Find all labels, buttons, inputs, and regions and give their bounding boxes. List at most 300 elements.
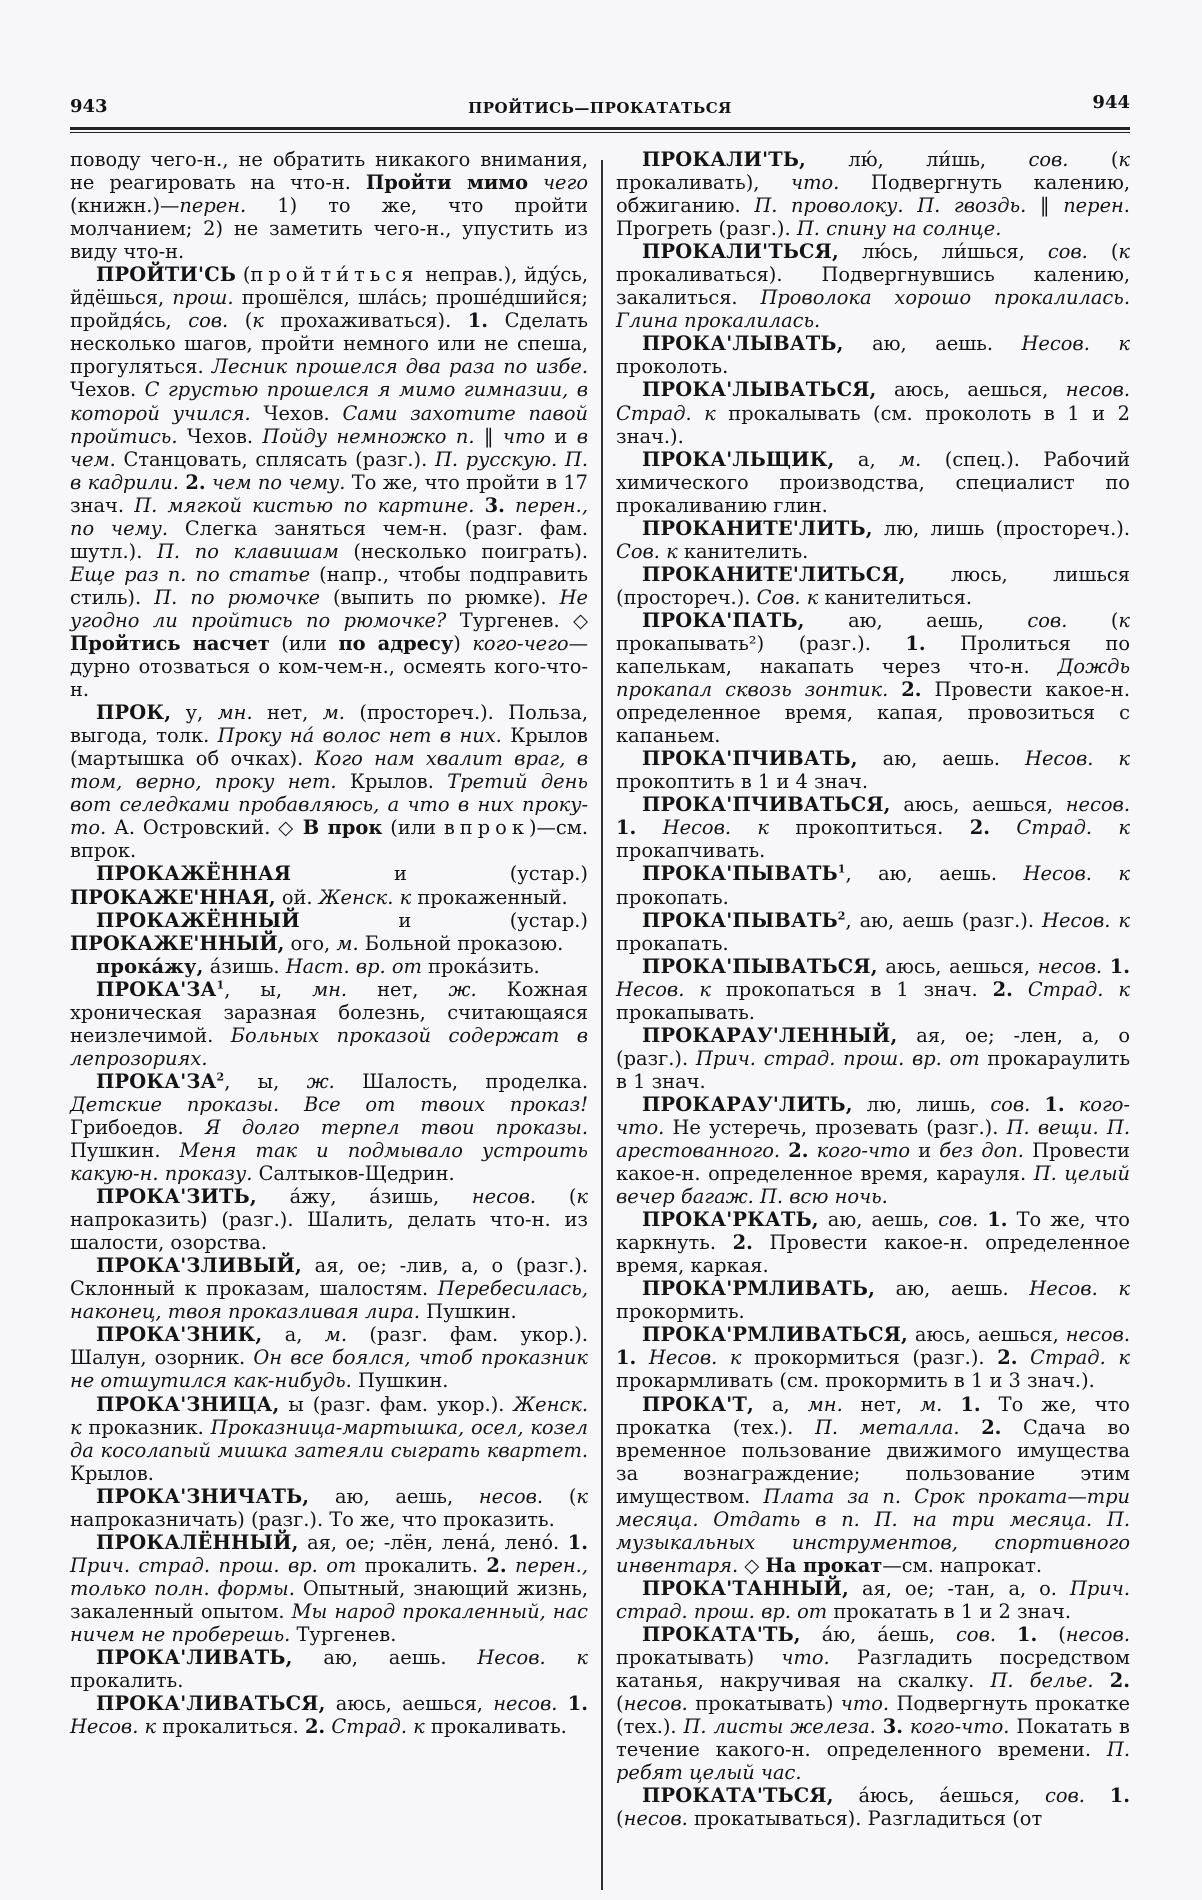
gram-label: сов. [1028, 148, 1069, 171]
entry-text: Крылов. [70, 1461, 154, 1485]
headword: ПРОКАНИТЕ'ЛИТЬ, [642, 516, 873, 540]
gram-label: Женск. [513, 1392, 588, 1416]
phrase: 1. [616, 816, 637, 840]
phrase: 1. [987, 1208, 1008, 1232]
phrase: 1. [567, 1530, 588, 1554]
gram-label: Больных проказой содержат в лепрозориях. [70, 1023, 588, 1070]
gram-label: мн. [312, 977, 348, 1001]
gram-label: Несов. к [1029, 1277, 1130, 1301]
entry-text: Тургенев. ◇ [446, 608, 588, 632]
headword: ПРОКАЖЁННЫЙ [96, 908, 300, 932]
entry-text: ( [236, 263, 251, 287]
entry-text [888, 678, 901, 701]
entry-text: ая, ое; -лен, а, о (разг.). [616, 1023, 1130, 1070]
entry-text: А. Островский. ◇ [106, 816, 303, 840]
phrase: 2. [304, 1715, 326, 1739]
dictionary-entry [70, 1531, 588, 1646]
entry-text: прокапать. [616, 931, 729, 955]
entry-text: ы (разг. фам. укор.). [279, 1392, 514, 1416]
entry-text: и [910, 1139, 940, 1163]
entry-text: (разг. фам. укор.). Шалун, озорник. [70, 1323, 589, 1370]
gram-label: несов. [471, 1185, 537, 1209]
entry-text: Шалость, проделка. [334, 1069, 588, 1093]
entry-text: и [545, 424, 577, 448]
entry-text: Опытный, знающий жизнь, закаленный опытом. [70, 1576, 588, 1623]
dictionary-entry [616, 517, 1130, 563]
gram-label: П. по клавишам [157, 539, 339, 563]
entry-text: Сделать несколько шагов, пройти немного или не спеша, прогуляться. [70, 309, 588, 379]
gram-label: Сов. к [756, 585, 819, 609]
entry-text: ( [228, 309, 253, 333]
entry-text: аю, аешь. [875, 1277, 1030, 1301]
phrase: 2. [992, 977, 1013, 1001]
entry-text: лю́сь, ли́шься, [838, 240, 1048, 264]
dictionary-entry [616, 1323, 1130, 1392]
gram-label: Проказница-мартышка, осел, козел да косолапый мишка затеяли сыграть квартет. [70, 1415, 588, 1462]
phrase: 3. [484, 493, 505, 517]
entry-text: лю, лишь (простореч.). [872, 516, 1130, 540]
gram-label: несов. [1065, 1623, 1130, 1646]
entry-text: неправ.), йду́сь, йдёшься, [70, 263, 588, 310]
entry-text: —дурно отозваться о ком-чем-н., осмеять кого-что-н. [70, 631, 588, 702]
entry-text: напроказить) (разг.). Шалить, делать что-н. из шалости, озорства. [70, 1208, 588, 1255]
phrase: ПРОКАЖЕ'ННАЯ, [70, 885, 276, 909]
gram-label: перен. [179, 194, 247, 218]
entry-text: (напр., чтобы подправить стиль). [70, 562, 588, 609]
entry-text: , ы, [224, 1069, 307, 1093]
headword: ПРОКА'ЗНИЧАТЬ, [96, 1484, 310, 1508]
headword: ПРОКА'ПЫВАТЬ [642, 862, 838, 886]
phrase: 1. [567, 1692, 588, 1716]
gram-label: Несов. к [477, 1646, 588, 1670]
dictionary-entry [70, 955, 588, 978]
left-column [70, 148, 588, 1738]
entry-text: прокапывать²) (разг.). [616, 631, 906, 655]
headword: ПРОКА'ЛЫВАТЬ, [642, 332, 844, 356]
entry-text: прокармливать (см. прокормить в 1 и 3 знач.). [616, 1369, 1095, 1393]
gram-label: сов. [1027, 608, 1068, 632]
entry-text [1030, 1093, 1044, 1116]
headword: ПРОКА'ПЫВАТЬ [642, 908, 838, 932]
dictionary-entry [616, 563, 1130, 609]
entry-text: аюсь, аешься, [325, 1692, 494, 1716]
entry-text: прокопаться в 1 знач. [710, 977, 993, 1001]
entry-text: Пушкин. [351, 1369, 449, 1393]
dictionary-entry [70, 1323, 588, 1392]
entry-text: канителиться. [818, 585, 973, 609]
entry-text: ‖ [474, 424, 503, 448]
entry-text: ( [1067, 608, 1119, 632]
entry-text: прокормить. [616, 1300, 745, 1324]
entry-text [1102, 955, 1110, 978]
entry-text [1017, 1346, 1030, 1369]
entry-text: прокаливаться). Подвергнувшись калению, закалиться. [616, 263, 1130, 310]
entry-text: а, [262, 1323, 325, 1347]
gram-label: ж. [306, 1069, 335, 1093]
phrase: 1. [1109, 954, 1130, 978]
gram-label: Прич. страд. прош. вр. от [695, 1046, 980, 1070]
entry-text: аюсь, аешься, [907, 1323, 1066, 1347]
entry-text: прокоптиться. [769, 816, 970, 840]
gram-label: что [502, 424, 546, 448]
gram-label: к [399, 885, 412, 909]
gram-label: что. [781, 1646, 830, 1670]
entry-text: аю, аешь, [309, 1484, 479, 1508]
gram-label: Наст. вр. от [285, 954, 422, 978]
right-page-number: 944 [1092, 92, 1130, 113]
entry-text: Прогреть (разг.). [616, 217, 797, 241]
gram-label: Перебесилась, наконец, твоя проказливая лира. [70, 1277, 588, 1324]
gram-label: м. [336, 931, 359, 955]
phrase: 1. [1016, 1623, 1038, 1646]
entry-text: а, [753, 1392, 808, 1416]
gram-label: П. ребят целый час. [616, 1738, 1130, 1785]
entry-text: прокаливать. [424, 1715, 567, 1739]
entry-text: аю, аешь. [292, 1646, 478, 1670]
dictionary-entry [70, 1393, 588, 1485]
phrase: 2. [486, 1553, 507, 1577]
gram-label: Плата за п. Срок проката—три месяца. Отдать в п. П. на три месяца. П. музыкальных инструментов, спортивного инвентаря. [616, 1484, 1130, 1577]
headword: ПРОКА'ЗНИК, [96, 1323, 263, 1347]
gram-label: Страд. к [1016, 816, 1130, 840]
gram-label: Несов. к [616, 977, 711, 1001]
entry-text: ( [1068, 148, 1119, 171]
headword: ПРОКА'ПЧИВАТЬ, [642, 747, 858, 771]
headword: ПРОКАРАУ'ЛЕННЫЙ, [642, 1023, 898, 1047]
dictionary-entry [70, 1185, 588, 1254]
phrase: 1. [616, 1346, 637, 1370]
entry-text: Тургенев. [290, 1623, 397, 1646]
dictionary-entry [70, 1070, 588, 1185]
homonym-number: 2 [837, 909, 846, 923]
gram-label: несов. [1037, 954, 1103, 978]
headword: ПРОКА'ЗЛИВЫЙ, [96, 1254, 302, 1278]
phrase: Пройти мимо [365, 171, 529, 195]
entry-text [942, 1393, 960, 1416]
entry-text: Не устеречь, прозевать (разг.). [664, 1115, 1007, 1139]
entry-text: Чехов. [70, 378, 145, 402]
entry-text: Чехов. [250, 401, 343, 425]
gram-label: сов. [956, 1623, 997, 1646]
gram-label: П. русскую. П. в кадрили. [70, 447, 588, 494]
homonym-number: 1 [837, 862, 846, 876]
dictionary-entry [616, 1784, 1130, 1830]
gram-label: Он все боялся, чтоб проказник не отшутился как-нибудь. [70, 1346, 588, 1393]
header-rule-thin [70, 132, 1130, 133]
entry-text: ая, ое; -тан, а, о. [849, 1576, 1070, 1600]
headword: ПРОКА'РМЛИВАТЬ, [642, 1277, 876, 1301]
entry-text [557, 1692, 567, 1715]
dictionary-entry [616, 332, 1130, 378]
gram-label: кого-что. [616, 1092, 1130, 1139]
entry-text: а́юсь, а́ешься, [833, 1784, 1045, 1808]
entry-text: Крылов. [336, 770, 448, 794]
entry-text [780, 1139, 788, 1162]
dictionary-entry [616, 378, 1130, 447]
headword: прока́жу, [96, 954, 204, 978]
entry-text: То же, что каркнуть. [616, 1208, 1130, 1255]
phrase: 2. [981, 1415, 1002, 1439]
entry-text: прокоптить в 1 и 4 знач. [616, 770, 869, 794]
entry-text: , аю, аешь (разг.). [845, 908, 1043, 932]
gram-label: П. по рюмочке [154, 585, 320, 609]
entry-text [996, 1623, 1017, 1646]
entry-text: , аю, аешь. [845, 862, 1024, 886]
entry-text [808, 1139, 816, 1162]
entry-text [474, 494, 484, 517]
entry-text [960, 1416, 982, 1439]
gram-label: несов. [1065, 1323, 1130, 1347]
entry-text: проказник. [81, 1415, 211, 1439]
entry-text: ( [616, 1692, 624, 1716]
entry-text: ‖ [1026, 194, 1064, 218]
gram-label: м. [322, 701, 345, 725]
spaced-text: пройти́ться [250, 263, 419, 287]
entry-text [1085, 1784, 1110, 1807]
gram-label: м. [899, 447, 922, 471]
entry-text: прошёлся, шла́сь; проше́дшийся; пройдя́сь, [70, 286, 589, 333]
entry-text: (простореч.). Польза, выгода, толк. [70, 701, 589, 748]
entry-text [507, 1554, 515, 1577]
dictionary-entry [616, 747, 1130, 793]
headword: ПРОКА'ТАННЫЙ, [642, 1576, 849, 1600]
entry-text: ) [453, 631, 473, 655]
gram-label: Я долго терпел твои проказы. [204, 1115, 588, 1139]
dictionary-entry [616, 609, 1130, 747]
gram-label: Мы народ прокаленный, нас ничем не проберешь. [70, 1599, 588, 1646]
headword: ПРОКА'РМЛИВАТЬСЯ, [642, 1323, 908, 1347]
entry-text: аюсь, аешься, [890, 793, 1066, 817]
entry-text: аю, аешь, [818, 1208, 939, 1232]
headword: ПРОКАНИТЕ'ЛИТЬСЯ, [642, 562, 906, 586]
entry-text: Крылов (мартышка об очках). [70, 724, 588, 771]
gram-label: несов. [493, 1692, 558, 1716]
gram-label: к [70, 1415, 82, 1439]
entry-text [636, 816, 662, 839]
dictionary-entry [70, 1254, 588, 1323]
entry-text: Пушкин. [70, 1139, 180, 1163]
entry-text: ( [543, 1484, 577, 1508]
entry-text: прокатать в 1 и 2 знач. [827, 1599, 1072, 1623]
entry-text: ая, ое; -лён, лена́, лено́. [298, 1530, 568, 1554]
header-rule-thick [70, 127, 1130, 130]
gram-label: Прич. страд. прош. вр. от [70, 1553, 357, 1577]
phrase: по адресу [338, 631, 454, 655]
headword: ПРОКА'ПАТЬ, [642, 608, 805, 632]
entry-text: Провести какое-н. определенное время, капая, провозиться с капаньем. [616, 678, 1130, 748]
headword: ПРОКА'ЛИВАТЬСЯ, [96, 1692, 326, 1716]
gram-label: П. целый вечер багаж. П. всю ночь. [616, 1162, 1130, 1209]
entry-text: ( [1087, 240, 1119, 264]
dictionary-entry [616, 1577, 1130, 1623]
entry-text [1013, 978, 1028, 1001]
entry-text: аюсь, аешься, [876, 378, 1066, 402]
entry-text: напроказничать) (разг.). То же, что проказить. [70, 1507, 555, 1531]
page-header [70, 92, 1130, 122]
gram-label: П. проволоку. П. гвоздь. [754, 194, 1027, 218]
gram-label: чем по чему. [211, 470, 346, 494]
entry-text: Кожная хроническая заразная болезнь, считающаяся неизлечимой. [70, 977, 588, 1047]
entry-text [876, 1715, 883, 1738]
dictionary-entry [616, 1208, 1130, 1277]
dictionary-entry [70, 1692, 588, 1738]
entry-text: 1) то же, что пройти молчанием; 2) не заметить чего-н., упустить из виду что-н. [70, 194, 588, 264]
gram-label: Несов. к [1023, 862, 1130, 886]
gram-label: Еще раз п. по статье [70, 562, 311, 586]
entry-text: (или [382, 816, 444, 840]
gram-label: что. [840, 1692, 890, 1716]
dictionary-entry [70, 978, 588, 1070]
entry-text: прокалить. [356, 1553, 487, 1577]
homonym-number: 1 [216, 978, 225, 992]
gram-label: несов. [478, 1484, 544, 1508]
entry-text [505, 494, 515, 517]
gram-label: кого-что [816, 1139, 911, 1163]
entry-text: и (устар.) [291, 862, 588, 886]
entry-text: прокапывать. [616, 1000, 755, 1024]
dictionary-entry [616, 240, 1130, 332]
phrase: В прок [302, 816, 383, 840]
entry-text: нет, [252, 701, 323, 725]
gram-label: П. листы железа. [683, 1715, 876, 1739]
phrase: 3. [882, 1715, 903, 1739]
entry-text: (или [269, 631, 339, 655]
gram-label: Третий день вот селедками пробавляюсь, а что в них проку-то. [70, 770, 588, 840]
entry-text: ( [1037, 1623, 1066, 1646]
entry-text: аю, аешь. [843, 332, 1022, 356]
gram-label: к [576, 1484, 588, 1508]
entry-text [978, 1208, 987, 1231]
headword: ПРОКА'ЗА [96, 1069, 217, 1093]
gram-label: П. вещи. П. арестованного. [616, 1115, 1130, 1163]
dictionary-entry [616, 909, 1130, 955]
entry-text [990, 816, 1016, 839]
gram-label: П. белье. [990, 1669, 1094, 1693]
gram-label: ж. [448, 977, 477, 1001]
entry-text: а́ю, а́ешь, [800, 1623, 957, 1646]
entry-text: , ы, [224, 977, 313, 1001]
entry-text: Пушкин. [420, 1300, 517, 1324]
gram-label: Меня так и подмывало устроить какую-н. проказу. [70, 1139, 588, 1186]
gram-label: Страд. к [1030, 1346, 1130, 1370]
entry-text: поводу чего-н., не обратить никакого внимания, не реагировать на что-н. [70, 148, 588, 195]
headword: ПРОКАТА'ТЬСЯ, [642, 1784, 834, 1808]
entry-text: прохаживаться). [263, 309, 468, 333]
gram-label: Несов. к [70, 1715, 157, 1739]
gram-label: сов. [188, 309, 229, 333]
gram-label: к [252, 309, 264, 333]
phrase: 2. [185, 470, 206, 494]
dictionary-entry [616, 448, 1130, 517]
gram-label: без доп. [939, 1139, 1024, 1163]
entry-text: То же, что прокатка (тех.). [616, 1392, 1130, 1439]
headword: ПРОКА'ПЧИВАТЬСЯ, [642, 793, 891, 817]
headword: ПРОК, [96, 701, 172, 725]
headword: ПРОКАЛЁННЫЙ, [96, 1530, 299, 1554]
entry-text [1065, 1093, 1079, 1116]
phrase: ПРОКАЖЕ'ННЫЙ, [70, 931, 285, 955]
entry-text: Подвергнуть прокатке (тех.). [616, 1692, 1130, 1739]
entry-text: проколоть. [616, 355, 729, 379]
dictionary-entry [616, 148, 1130, 240]
gram-label: м. [324, 1323, 348, 1347]
dictionary-entry [70, 701, 588, 862]
entry-text [903, 1715, 910, 1738]
headword: ПРОЙТИ'СЬ [96, 263, 237, 287]
headword: ПРОКАЖЁННАЯ [96, 862, 292, 886]
left-entries [70, 263, 588, 1738]
gram-label: Не угодно ли пройтись по рюмочке? [70, 585, 589, 632]
gram-label: мн. [217, 701, 253, 725]
gram-label: Пойду немножко п. [262, 424, 475, 448]
gram-label: в чем. [70, 424, 588, 471]
entry-text: Чехов. [177, 424, 263, 448]
gram-label: перен., только полн. формы. [70, 1553, 588, 1600]
dictionary-entry [616, 862, 1130, 908]
gram-label: Детские проказы. Все от твоих проказ! [70, 1092, 588, 1116]
entry-text: Сдача во временное пользование движимого имущества за вознаграждение; пользование этим имуществом. [616, 1415, 1130, 1508]
phrase: 1. [1044, 1092, 1065, 1116]
entry-text: прокараулить в 1 знач. [616, 1046, 1130, 1093]
gram-label: Проку на́ волос нет в них. [217, 724, 502, 748]
dictionary-entry [70, 1485, 588, 1531]
phrase: Пройтись насчет [70, 631, 270, 655]
entry-text: а́зишь. [203, 954, 286, 978]
entry-text: прокатывать) [687, 1692, 841, 1716]
right-column [616, 148, 1130, 1830]
gram-label: несов. Страд. к [616, 378, 1130, 425]
entry-text: —см. напрокат. [882, 1553, 1043, 1577]
entry-text: ая, ое; -лив, а, о (разг.). Склонный к проказам, шалостям. [70, 1254, 588, 1301]
phrase: На прокат [765, 1553, 883, 1577]
gram-label: кого-что. [909, 1715, 1010, 1739]
entry-text: прокапчивать. [616, 839, 766, 863]
entry-text: Слегка заняться чем-н. (разг. фам. шутл.). [70, 516, 588, 563]
gram-label: Дождь прокапал сквозь зонтик. [616, 655, 1130, 702]
entry-text: Больной проказою. [358, 931, 564, 955]
entry-text: аю, аешь. [857, 747, 1026, 771]
dictionary-entry [616, 1093, 1130, 1208]
entry-text: Грибоедов. [70, 1115, 205, 1139]
gram-label: Сами захотите павой пройтись. [70, 401, 588, 448]
headword: ПРОКА'ЗИТЬ, [96, 1185, 257, 1209]
gram-label: несов. [623, 1692, 688, 1716]
entry-text: прокалить. [70, 1669, 184, 1693]
gram-label: кого-чего [472, 631, 569, 655]
entry-text: а, [834, 447, 900, 471]
entry-text: лю, лишь, [852, 1092, 991, 1116]
gram-label: прош. [172, 286, 234, 310]
entry-text: ( [616, 1807, 624, 1831]
entry-text: прокатывать) [616, 1646, 782, 1670]
gram-label: П. металла. [814, 1415, 960, 1439]
gram-label: Несов. к [1021, 332, 1130, 356]
headword: ПРОКАРАУ'ЛИТЬ, [642, 1092, 853, 1116]
entry-text: прокатываться). Разгладиться (от [687, 1807, 1043, 1831]
entry-text: прокаливать), [616, 171, 792, 195]
entry-text: (книжн.)— [70, 194, 180, 218]
headword: ПРОКА'РКАТЬ, [642, 1208, 819, 1232]
entry-text: нет, [347, 977, 449, 1001]
entry-text: нет, [842, 1392, 921, 1416]
phrase: 2. [788, 1139, 809, 1163]
headword: ПРОКА'ЛЫВАТЬСЯ, [642, 378, 877, 402]
headword: ПРОКА'ПЫВАТЬСЯ, [642, 954, 878, 978]
gram-label: Прич. страд. прош. вр. от [616, 1576, 1130, 1623]
headword: ПРОКАЛИ'ТЬСЯ, [642, 240, 839, 264]
entry-text: (спец.). Рабочий химического производства, специалист по прокаливанию глин. [616, 447, 1130, 517]
headword: ПРОКА'ЛЬЩИК, [642, 447, 835, 471]
